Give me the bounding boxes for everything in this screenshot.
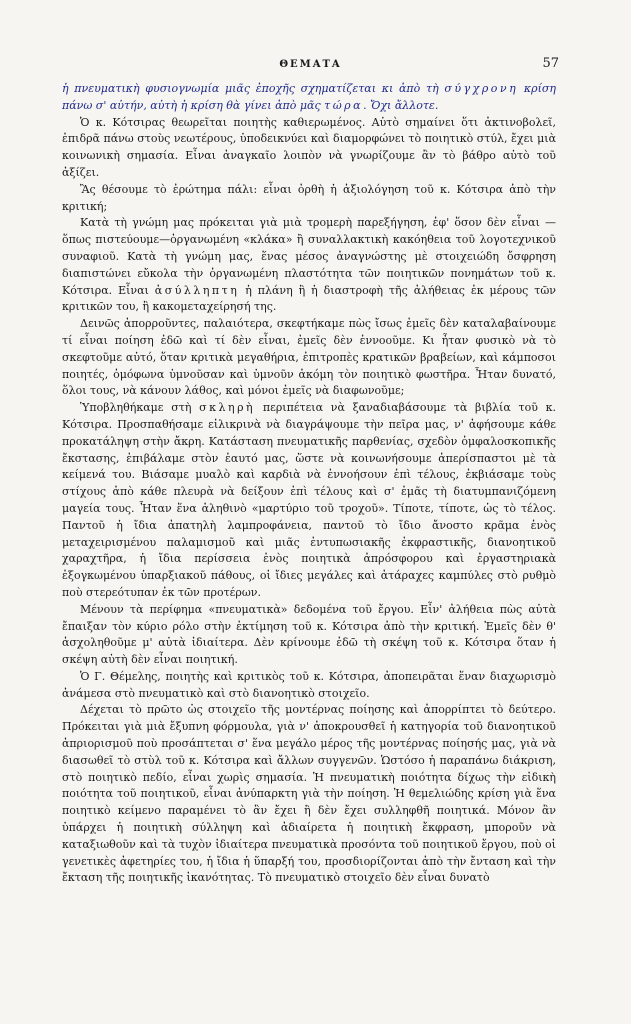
text-run: Ὑποβληθήκαμε στὴ	[80, 401, 200, 415]
text-run: Δέχεται τὸ πρῶτο ὡς στοιχεῖο τῆς μοντέρνας ποίησης καὶ ἀπορρίπτει τὸ δεύτερο. Πρόκειται γιὰ μιὰ ἔξυπνη φόρμουλα, γιὰ ν' ἀποκρουσθεῖ ἡ κατηγορία τοῦ διανοητικοῦ ἀπριορισμοῦ ποὺ προσάπτεται σ' ἕνα μεγάλο μέρος τῆς μοντέρνας ποίησής μας, γιὰ νὰ διασωθεῖ τὸ στὺλ τοῦ κ. Κότσιρα καὶ ἄλλων συγγενῶν. Ὡστόσο ἡ παραπάνω διάκριση, στὸ ποιητικὸ πεδίο, εἶναι χωρὶς σημασία. Ἡ πνευματικὴ ποιότητα δίχως τὴν εἰδικὴ ποιότητα τοῦ ποιητικοῦ, εἶναι ἀνύπαρκτη γιὰ τὴν ποίηση. Ἡ θεμελιώδης κρίση γιὰ ἕνα ποιητικὸ κείμενο παραμένει τὸ ἂν ἔχει ἢ δὲν ἔχει συλληφθῆ ποιητικά. Μόνον ἂν ὑπάρχει ἡ ποιητικὴ σύλληψη καὶ ἀδιαίρετα ἡ ποιητικὴ ἔκφραση, μποροῦν νὰ καταξιωθοῦν καὶ τὰ τυχὸν ἰδιαίτερα πνευματικὰ προσόντα τοῦ ποιητικοῦ ἔργου, ποὺ οἱ γενετικὲς ἀφετηρίες του, ἡ ἴδια ἡ ὕπαρξή του, προσδιορίζονται ἀπὸ τὴν ἔνταση καὶ τὴν ἔκταση τῆς ποιητικῆς ἱκανότητας. Τὸ πνευματικὸ στοιχεῖο δὲν εἶναι δυνατὸ	[62, 703, 556, 885]
text-run: περιπέτεια νὰ ξαναδιαβάσουμε τὰ βιβλία τοῦ κ. Κότσιρα. Προσπαθήσαμε εἰλικρινὰ νὰ διαγράψουμε τὴν πεῖρα μας, ν' ἀφήσουμε κάθε προκατάληψη στὴν ἄκρη. Κατάσταση πνευματικῆς παρθενίας, σχεδὸν ὀμφαλοσκοπικῆς ἔκστασης, ἐπιβάλαμε στὸν ἑαυτό μας, ὥστε νὰ κοινωνήσουμε ἀπερίσπαστοι μὲ τὰ κείμενά του. Βιάσαμε μυαλὸ καὶ καρδιὰ νὰ ἐννοήσουν ἐπὶ τέλους, ἐκβιάσαμε τοὺς στίχους ἀπὸ κάθε πλευρὰ νὰ δείξουν ἐπὶ τέλους καὶ σ' ἐμᾶς τὴ διατυμπανιζόμενη μαγεία τους. Ἦταν ἕνα ἀληθινὸ «μαρτύριο τοῦ τροχοῦ». Τίποτε, τίποτε, ὡς τὸ τέλος. Παντοῦ ἡ ἴδια ἀπατηλὴ λαμπροφάνεια, παντοῦ τὸ ἴδιο ἄνοστο κρᾶμα ἑνὸς μεταχειρισμένου παλαμισμοῦ καὶ μιᾶς ἐντυπωσιακῆς ἐκφραστικῆς, διανοητικοῦ χαραχτῆρα, ἡ ἴδια περίσσεια ἑνὸς ποιητικὰ ἀπρόσφορου καὶ ἐργαστηριακὰ ἐξογκωμένου ὑπαρξιακοῦ πάθους, οἱ ἴδιες μεγάλες καὶ ἀτάραχες καμπύλες στὸ ρυθμὸ ποὺ στερεότυπαν ἐκ τῶν προτέρων.	[62, 401, 556, 599]
running-title: ΘΕΜΑΤΑ	[279, 59, 342, 70]
body-text	[62, 81, 556, 887]
text-run: Δεινῶς ἀπορροῦντες, παλαιότερα, σκεφτήκαμε πὼς ἴσως ἐμεῖς δὲν καταλαβαίνουμε τί εἶναι ποίηση ἐδῶ καὶ τί δὲν εἶναι, ἐμεῖς δὲν ἐννοοῦμε. Κι ἦταν φυσικὸ νὰ τὸ σκεφτοῦμε αὐτό, ὅταν κριτικὰ μεγαθήρια, ἐπιτροπὲς κρατικῶν βραβείων, καὶ κάμποσοι ποιητές, ὁμόφωνα ὑμνοῦσαν καὶ ὑμνοῦν ἀκόμη τὸν ποιητικὸ φωστῆρα. Ἦταν δυνατό, ὅλοι τους, νὰ κάνουν λάθος, καὶ μόνοι ἐμεῖς νὰ διαφωνοῦμε;	[62, 317, 556, 398]
text-run: ἡ πνευματικὴ φυσιογνωμία μιᾶς ἐποχῆς σχηματίζεται κι ἀπὸ τὴ	[62, 82, 445, 95]
text-run: . Ὄχι ἄλλοτε.	[363, 98, 439, 112]
text-run: κρίση πάνω σ' αὐτήν, αὐτὴ ἡ κρίση θὰ γίνει ἀπὸ μᾶς	[62, 82, 557, 112]
page-header	[62, 56, 559, 76]
text-run: Ὁ κ. Κότσιρας θεωρεῖται ποιητὴς καθιερωμένος. Αὐτὸ σημαίνει ὅτι ἀκτινοβολεῖ, ἐπιδρᾶ πάνω στοὺς νεωτέρους, ὑποδεικνύει καὶ διαμορφώνει τὸ ποιητικὸ στύλ, ἔχει μιὰ κοινωνικὴ σημασία. Εἶναι ἀναγκαῖο λοιπὸν νὰ γνωρίζουμε ἂν τὸ βάθρο αὐτὸ τοῦ ἀξίζει.	[62, 115, 556, 179]
text-run: Ὁ Γ. Θέμελης, ποιητὴς καὶ κριτικὸς τοῦ κ. Κότσιρα, ἀποπειρᾶται ἕναν διαχωρισμὸ ἀνάμεσα στὸ πνευματικὸ καὶ στὸ διανοητικὸ στοιχεῖο.	[62, 669, 556, 700]
text-run: ἀσύλληπτη	[154, 283, 240, 297]
text-run: σύγχρονη	[444, 82, 519, 95]
paragraph	[62, 115, 556, 182]
paragraph	[62, 316, 556, 400]
paragraph	[62, 81, 556, 115]
paragraph	[62, 400, 556, 602]
paragraph	[62, 702, 556, 887]
paragraph	[62, 182, 556, 216]
paragraph	[62, 602, 556, 669]
text-run: Κατὰ τὴ γνώμη μας πρόκειται γιὰ μιὰ τρομερὴ παρεξήγηση, ἐφ' ὅσον δὲν εἶναι —ὅπως πιστεύουμε—ὀργανωμένη «κλάκα» ἢ συναλλακτικὴ κακόηθεια τοῦ λογοτεχνικοῦ συναφιοῦ. Κατὰ τὴ γνώμη μας, ἕνας μέσος ἀναγνώστης μὲ στοιχειώδη ὄσφρηση διαπιστώνει εὔκολα τὴν ὀργανωμένη πλαστότητα τῶν ποιητικῶν πονημάτων τοῦ κ. Κότσιρα. Εἶναι	[62, 216, 556, 297]
paragraph	[62, 215, 556, 316]
text-run: ἡ πλάνη ἢ ἡ διαστροφὴ τῆς ἀλήθειας ἐκ μέρους τῶν κριτικῶν του, ἢ κακομεταχείρησή της.	[62, 283, 556, 314]
text-run: τώρα	[324, 98, 364, 112]
paragraph	[62, 669, 556, 703]
page-number: 57	[542, 56, 559, 71]
text-run: Ἂς θέσουμε τὸ ἐρώτημα πάλι: εἶναι ὀρθὴ ἡ ἀξιολόγηση τοῦ κ. Κότσιρα ἀπὸ τὴν κριτική;	[62, 182, 556, 213]
text-run: σκληρὴ	[199, 401, 256, 415]
text-run: Μένουν τὰ περίφημα «πνευματικὰ» δεδομένα τοῦ ἔργου. Εἶν' ἀλήθεια πὼς αὐτὰ ἔπαιξαν τὸν κύριο ρόλο στὴν ἐκτίμηση τοῦ κ. Κότσιρα ἀπὸ τὴν κριτική. Ἐμεῖς δὲν θ' ἀσχοληθοῦμε μ' αὐτὰ ἰδιαίτερα. Δὲν κρίνουμε ἐδῶ τὴ σκέψη τοῦ κ. Κότσιρα ὅταν ἡ σκέψη αὐτὴ δὲν εἶναι ποιητική.	[62, 602, 556, 667]
